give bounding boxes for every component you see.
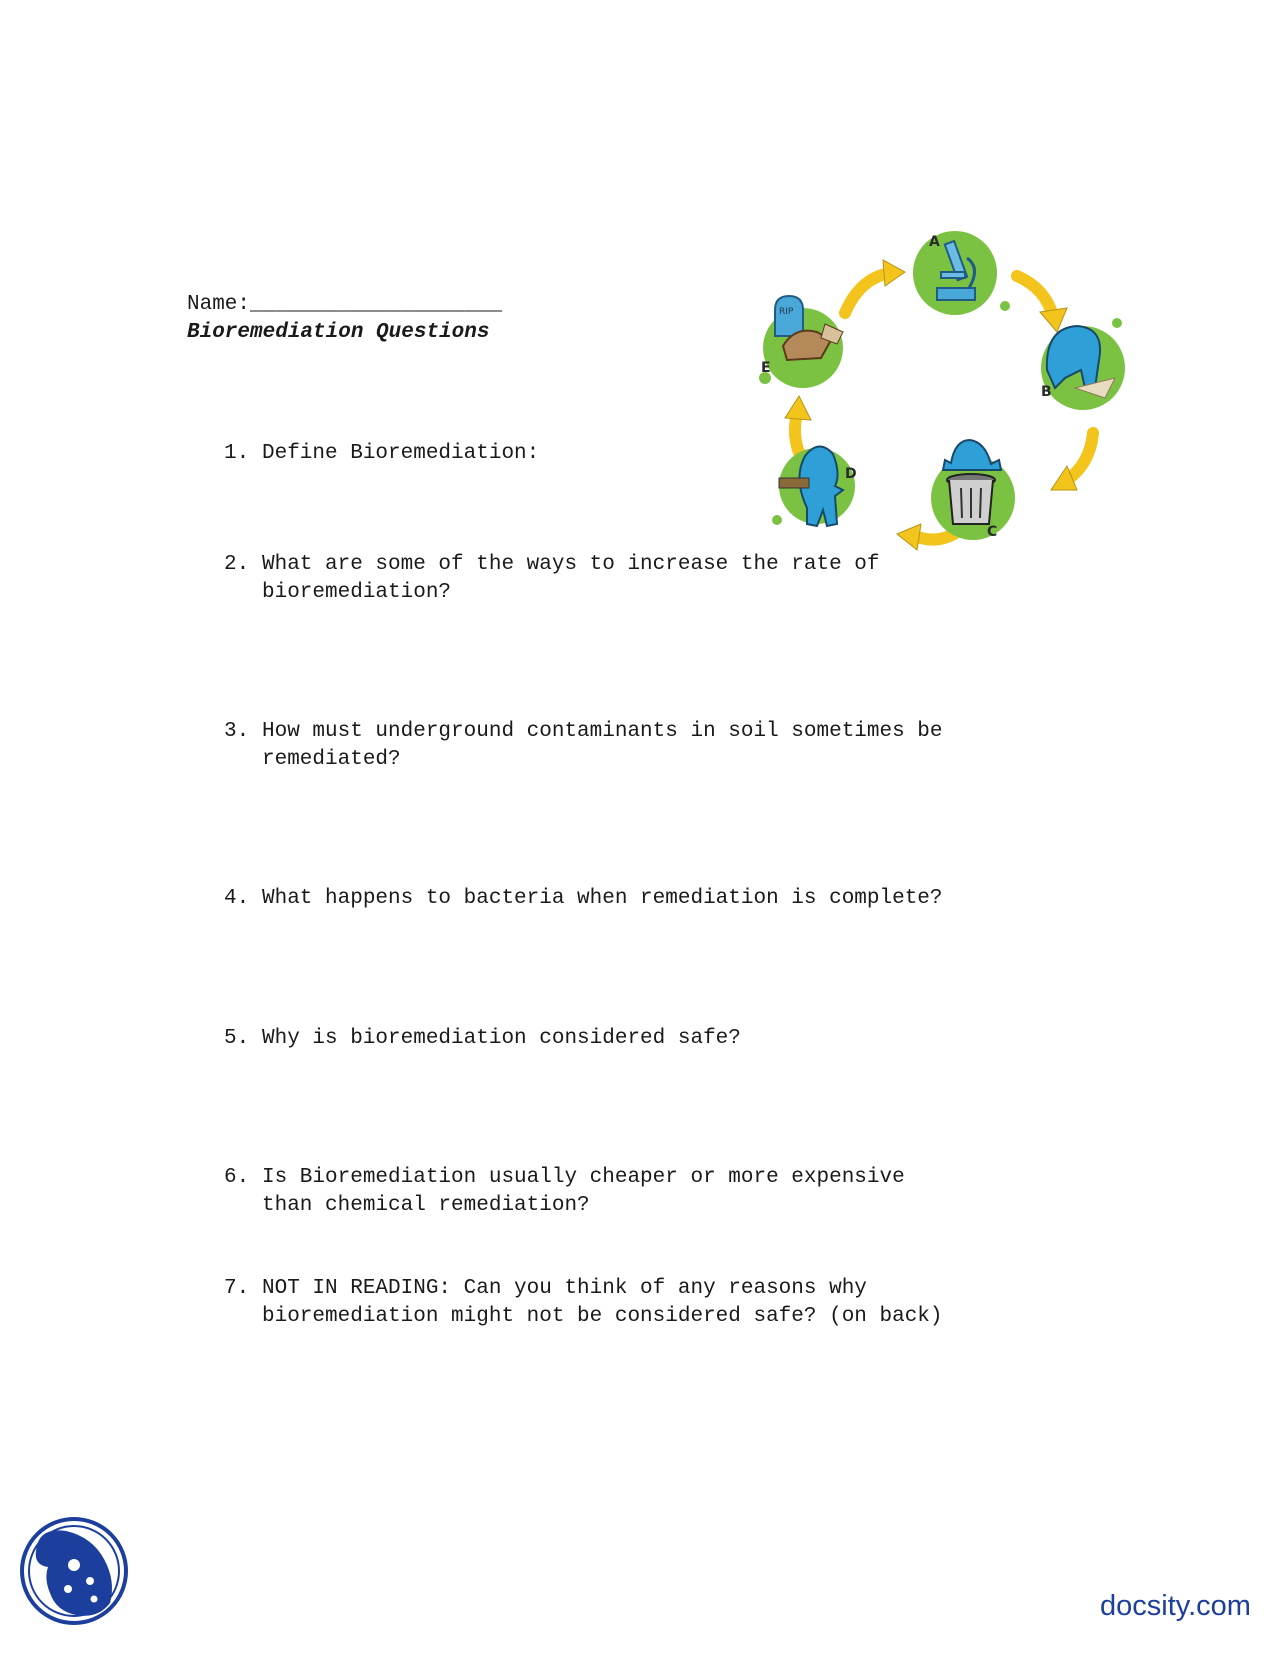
stage-e-grave	[759, 296, 843, 388]
question-3	[224, 718, 1124, 774]
question-7	[224, 1275, 1124, 1331]
stage-letter: A	[929, 234, 940, 250]
question-number: 6.	[224, 1166, 250, 1189]
question-number: 7.	[224, 1277, 250, 1300]
stage-c-trash	[931, 440, 1015, 540]
name-field-label: Name:____________________	[187, 293, 503, 316]
question-text: How must underground contaminants in soil sometimes be remediated?	[262, 720, 943, 771]
question-text: Why is bioremediation considered safe?	[262, 1027, 741, 1050]
question-4	[224, 885, 1124, 913]
question-text: What are some of the ways to increase the rate of bioremediation?	[262, 553, 880, 604]
stage-b-bacteria	[1041, 318, 1125, 410]
question-number: 3.	[224, 720, 250, 743]
tombstone-text: RIP	[779, 307, 794, 317]
stage-d-bacteria	[772, 446, 857, 526]
question-number: 2.	[224, 553, 250, 576]
bacteria-character-icon	[779, 446, 843, 526]
cycle-arrow-icon	[845, 260, 905, 313]
cycle-arrow-icon	[1017, 276, 1067, 332]
stage-letter: C	[987, 524, 998, 540]
cycle-arrow-icon	[1051, 433, 1093, 490]
question-text: NOT IN READING: Can you think of any reasons why bioremediation might not be considered safe? (on back)	[262, 1277, 943, 1328]
question-number: 5.	[224, 1027, 250, 1050]
bioremediation-cycle-diagram	[755, 228, 1145, 573]
question-text: Is Bioremediation usually cheaper or more expensive than chemical remediation?	[262, 1166, 905, 1217]
stage-letter: D	[845, 466, 857, 482]
question-number: 4.	[224, 887, 250, 910]
worksheet-title: Bioremediation Questions	[187, 321, 490, 344]
stage-letter: E	[761, 360, 771, 376]
brand-name: docsity.com	[1100, 1590, 1251, 1622]
question-number: 1.	[224, 442, 250, 465]
question-5	[224, 1025, 1124, 1053]
question-text: What happens to bacteria when remediation is complete?	[262, 887, 943, 910]
question-text: Define Bioremediation:	[262, 442, 540, 465]
stage-a-microscope	[913, 231, 1010, 315]
question-6	[224, 1164, 1124, 1220]
docsity-logo-icon	[18, 1515, 130, 1627]
stage-letter: B	[1041, 384, 1052, 400]
